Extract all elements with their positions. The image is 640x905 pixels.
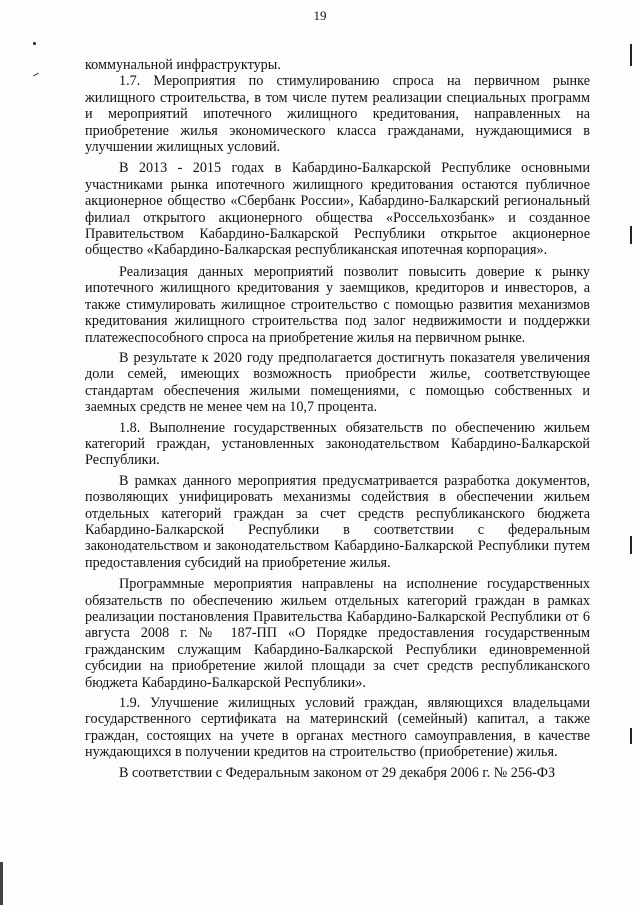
paragraph-1-7: 1.7. Мероприятия по стимулированию спроса на первичном рынке жилищного строительства, в том числе путем реализации специальных программ и мероприятий ипотечного жилищного кредитования, направленных на приобретение жилья экономического класса гражданами, нуждающимися в улучшении жилищных условий. (85, 73, 590, 156)
paragraph-federal-law: В соответствии с Федеральным законом от 29 декабря 2006 г. № 256-ФЗ (119, 764, 556, 781)
scan-speck (33, 42, 36, 45)
scan-edge-mark (0, 862, 3, 905)
paragraph-1-8: 1.8. Выполнение государственных обязательств по обеспечению жильем категорий граждан, установленных законодательством Кабардино-Балкарской Республики. (85, 419, 590, 469)
scan-speck (33, 73, 39, 77)
paragraph-result-2020: В результате к 2020 году предполагается достигнуть показателя увеличения доли семей, имеющих возможность приобрести жилье, соответствующее стандартам обеспечения жилыми помещениями, с помощью собственных и заемных средств не менее чем на 10,7 процента. (85, 349, 590, 416)
paragraph-measures: В рамках данного мероприятия предусматривается разработка документов, позволяющих унифицировать механизмы содействия в обеспечении жильем отдельных категорий граждан за счет средств республиканского бюджета Кабардино-Балкарской Республики в соответствии с федеральным законодательством и законодательством Кабардино-Балкарской Республики путем предоставления субсидий на приобретение жилья. (85, 472, 590, 571)
document-body (85, 57, 590, 781)
paragraph-continuation: коммунальной инфраструктуры. (85, 57, 281, 73)
scan-edge-mark (630, 536, 632, 554)
scan-edge-mark (630, 728, 632, 744)
paragraph-participants: В 2013 - 2015 годах в Кабардино-Балкарской Республике основными участниками рынка ипотечного жилищного кредитования остаются публичное акционерное общество «Сбербанк России», Кабардино-Балкарский региональный филиал открытого акционерного общества «Россельхозбанк» и созданное Правительством Кабардино-Балкарской Республики открытое акционерное общество «Кабардино-Балкарская республиканская ипотечная корпорация». (85, 160, 590, 259)
scan-edge-mark (630, 226, 632, 244)
paragraph-implementation: Реализация данных мероприятий позволит повысить доверие к рынку ипотечного жилищного кредитования у заемщиков, кредиторов и инвесторов, а также стимулировать жилищное строительство с помощью развития механизмов кредитования жилищного строительства под залог недвижимости и поддержки платежеспособного спроса на приобретение жилья на первичном рынке. (85, 263, 590, 346)
paragraph-program-measures: Программные мероприятия направлены на исполнение государственных обязательств по обеспечению жильем отдельных категорий граждан в рамках реализации постановления Правительства Кабардино-Балкарской Республики от 6 августа 2008 г. № 187-ПП «О Порядке предоставления государственным гражданским служащим Кабардино-Балкарской Республики единовременной субсидии на приобретение жилой площади за счет средств республиканского бюджета Кабардино-Балкарской Республики». (85, 576, 590, 691)
paragraph-1-9: 1.9. Улучшение жилищных условий граждан, являющихся владельцами государственного сертификата на материнский (семейный) капитал, а также граждан, состоящих на учете в органах местного самоуправления, в качестве нуждающихся в получении кредитов на строительство (приобретение) жилья. (85, 695, 590, 761)
page-number: 19 (313, 8, 327, 23)
scan-edge-mark (630, 44, 632, 66)
